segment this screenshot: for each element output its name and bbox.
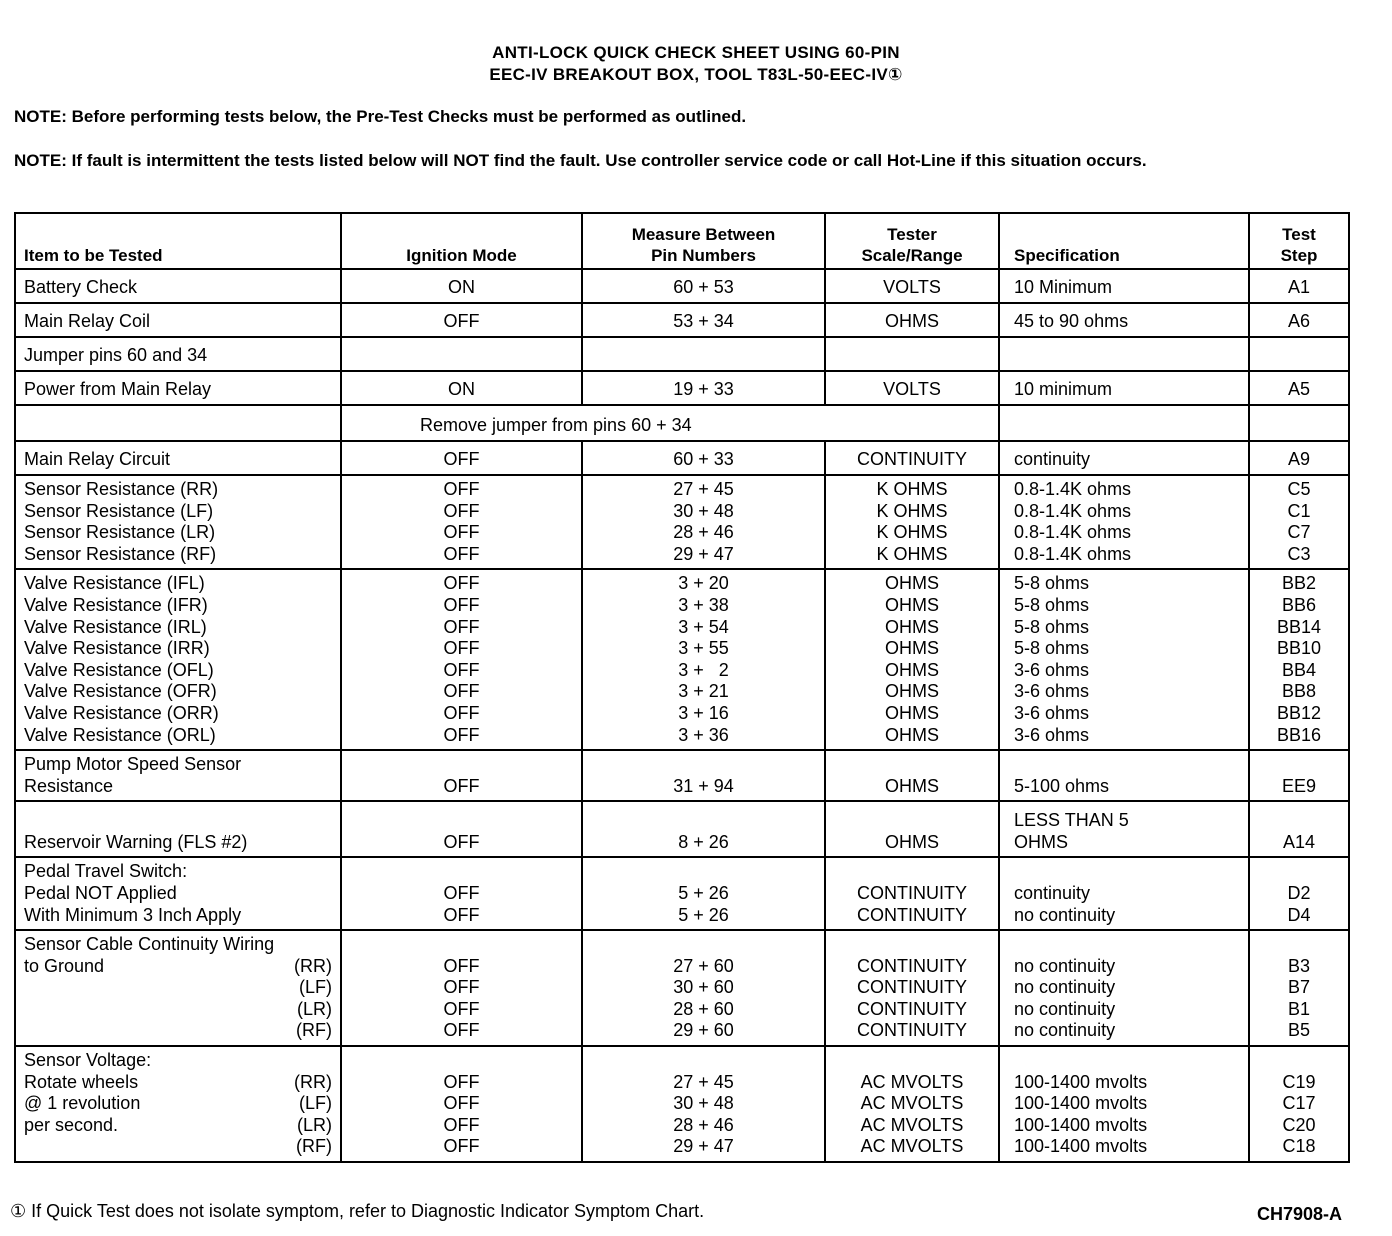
spec-line: 0.8-1.4K ohms <box>1014 500 1132 521</box>
spec-line: no continuity <box>1014 955 1116 976</box>
scale-cell: OHMS <box>825 801 999 857</box>
scale-line: K OHMS <box>876 543 948 564</box>
item-line: Valve Resistance (OFR) <box>24 681 217 702</box>
pins-line: 5 + 26 <box>678 882 729 903</box>
spec-line: LESS THAN 5 <box>1014 810 1129 831</box>
spec-line: 5-8 ohms <box>1014 638 1090 659</box>
mode-line: OFF <box>443 1020 480 1041</box>
pins-line: 30 + 48 <box>673 500 734 521</box>
item-line: Sensor Resistance (RF) <box>24 543 217 564</box>
step-cell <box>1249 475 1349 569</box>
mode-line: OFF <box>443 522 480 543</box>
scale-line: CONTINUITY <box>857 955 967 976</box>
pins-cell: 19 + 33 <box>582 371 825 405</box>
spec-line: 3-6 ohms <box>1014 724 1090 745</box>
scale-cell: VOLTS <box>825 269 999 303</box>
item-cell <box>15 857 341 930</box>
scale-cell: OHMS <box>825 750 999 801</box>
table-row <box>15 801 1349 857</box>
mode-line: OFF <box>443 500 480 521</box>
scale-line: CONTINUITY <box>857 1020 967 1041</box>
item-text: to Ground <box>24 955 105 976</box>
scale-line: AC MVOLTS <box>860 1136 964 1157</box>
item-line: Valve Resistance (ORL) <box>24 724 216 745</box>
pins-line: 28 + 46 <box>673 1114 734 1135</box>
header-pin-line-2: Pin Numbers <box>651 246 756 265</box>
header-pin-line-1: Measure Between <box>631 225 776 244</box>
item-cell: Main Relay Coil <box>15 303 341 337</box>
spec-line: continuity <box>1014 882 1091 903</box>
spec-cell: 45 to 90 ohms <box>999 303 1249 337</box>
pins-line: 3 + 36 <box>678 724 729 745</box>
spec-cell <box>999 569 1249 750</box>
mode-line: OFF <box>443 1093 480 1114</box>
jumper-removal-note: Remove jumper from pins 60 + 34 <box>341 405 999 441</box>
spec-line: 100-1400 mvolts <box>1014 1114 1148 1135</box>
pins-line: 3 + 2 <box>678 659 729 680</box>
header-row <box>15 213 1349 269</box>
mode-line: OFF <box>443 1136 480 1157</box>
pins-cell: 60 + 53 <box>582 269 825 303</box>
spec-line: 0.8-1.4K ohms <box>1014 522 1132 543</box>
mode-line: OFF <box>443 1114 480 1135</box>
sheet-title <box>0 42 1392 86</box>
item-line: Pump Motor Speed Sensor <box>24 754 242 775</box>
wheel-label: (RF) <box>296 1020 332 1041</box>
mode-cell: OFF <box>341 801 582 857</box>
spec-cell <box>999 801 1249 857</box>
step-line: C5 <box>1287 479 1311 499</box>
pins-line: 29 + 47 <box>673 543 734 564</box>
pins-line: 3 + 54 <box>678 616 729 637</box>
step-cell: A5 <box>1249 371 1349 405</box>
spec-line: no continuity <box>1014 1020 1116 1041</box>
header-ignition-mode: Ignition Mode <box>341 213 582 269</box>
step-line: C18 <box>1282 1136 1316 1157</box>
wheel-label: (LR) <box>297 998 332 1019</box>
table-row <box>15 303 1349 337</box>
pins-cell <box>582 569 825 750</box>
mode-cell <box>341 475 582 569</box>
spec-line: 3-6 ohms <box>1014 659 1090 680</box>
spec-line: 0.8-1.4K ohms <box>1014 543 1132 564</box>
item-line: Sensor Resistance (RR) <box>24 479 219 499</box>
pins-line: 29 + 60 <box>673 1020 734 1041</box>
table-row <box>15 857 1349 930</box>
step-cell <box>1249 857 1349 930</box>
step-cell: EE9 <box>1249 750 1349 801</box>
spec-line: no continuity <box>1014 904 1116 925</box>
wheel-label: (RR) <box>294 955 332 976</box>
table-row <box>15 569 1349 750</box>
item-cell: Reservoir Warning (FLS #2) <box>15 801 341 857</box>
pins-cell <box>582 337 825 371</box>
spec-cell: 5-100 ohms <box>999 750 1249 801</box>
item-text: per second. <box>24 1114 119 1135</box>
mode-cell: ON <box>341 269 582 303</box>
scale-cell: OHMS <box>825 303 999 337</box>
wheel-label: (LF) <box>299 977 332 998</box>
spec-cell <box>999 337 1249 371</box>
item-cell: Power from Main Relay <box>15 371 341 405</box>
spec-line: 5-8 ohms <box>1014 594 1090 615</box>
mode-cell <box>341 857 582 930</box>
mode-line: OFF <box>443 543 480 564</box>
note-pretest: NOTE: Before performing tests below, the Pre-Test Checks must be performed as outlined. <box>14 107 747 126</box>
header-pin-numbers <box>582 213 825 269</box>
item-line: Pedal NOT Applied <box>24 882 177 903</box>
item-line: Valve Resistance (IRL) <box>24 616 207 637</box>
pins-line: 29 + 47 <box>673 1136 734 1157</box>
step-cell: A9 <box>1249 441 1349 475</box>
item-line: Sensor Resistance (LR) <box>24 522 216 543</box>
mode-line: OFF <box>443 479 480 499</box>
item-line: Sensor Resistance (LF) <box>24 500 214 521</box>
scale-cell <box>825 930 999 1046</box>
mode-line: OFF <box>443 681 480 702</box>
item-line <box>24 999 332 1021</box>
table-row <box>15 269 1349 303</box>
step-line: C20 <box>1282 1114 1316 1135</box>
mode-line: OFF <box>443 882 480 903</box>
wheel-label: (RF) <box>296 1136 332 1157</box>
item-cell <box>15 750 341 801</box>
table-row <box>15 750 1349 801</box>
item-line: Pedal Travel Switch: <box>24 861 188 882</box>
item-line: Resistance <box>24 775 114 796</box>
item-cell <box>15 930 341 1046</box>
scale-cell <box>825 1046 999 1162</box>
step-line: B7 <box>1287 977 1311 998</box>
item-line: Valve Resistance (OFL) <box>24 659 214 680</box>
step-cell <box>1249 1046 1349 1162</box>
spec-cell: 10 Minimum <box>999 269 1249 303</box>
header-test-step <box>1249 213 1349 269</box>
mode-cell: ON <box>341 371 582 405</box>
pins-line: 3 + 55 <box>678 638 729 659</box>
step-line: C17 <box>1282 1093 1316 1114</box>
step-line: C19 <box>1282 1071 1316 1092</box>
step-cell <box>1249 930 1349 1046</box>
table-row <box>15 475 1349 569</box>
mode-line: OFF <box>443 955 480 976</box>
step-line: B5 <box>1287 1020 1311 1041</box>
pins-cell <box>582 857 825 930</box>
table-row <box>15 405 1349 441</box>
mode-cell: OFF <box>341 750 582 801</box>
step-line: D4 <box>1287 904 1311 925</box>
wheel-label: (LF) <box>299 1093 332 1114</box>
spec-line: 3-6 ohms <box>1014 702 1090 723</box>
spec-cell: continuity <box>999 441 1249 475</box>
figure-code: CH7908-A <box>1256 1204 1342 1224</box>
scale-cell: VOLTS <box>825 371 999 405</box>
scale-line: OHMS <box>885 594 939 615</box>
item-cell: Jumper pins 60 and 34 <box>15 337 341 371</box>
table-row <box>15 337 1349 371</box>
spec-line: 100-1400 mvolts <box>1014 1093 1148 1114</box>
pins-cell <box>582 930 825 1046</box>
pins-line: 3 + 38 <box>678 594 729 615</box>
header-scale-line-2: Scale/Range <box>861 246 963 265</box>
table-row <box>15 930 1349 1046</box>
table-row <box>15 371 1349 405</box>
mode-cell: OFF <box>341 441 582 475</box>
item-line <box>24 956 332 978</box>
step-line: B1 <box>1287 998 1311 1019</box>
step-cell: A1 <box>1249 269 1349 303</box>
step-cell <box>1249 569 1349 750</box>
spec-cell <box>999 857 1249 930</box>
scale-line: CONTINUITY <box>857 977 967 998</box>
item-line <box>24 1115 332 1137</box>
spec-line: 100-1400 mvolts <box>1014 1136 1148 1157</box>
item-line <box>24 977 332 999</box>
step-cell: A14 <box>1249 801 1349 857</box>
item-text: Rotate wheels <box>24 1071 139 1092</box>
item-cell <box>15 569 341 750</box>
header-item: Item to be Tested <box>15 213 341 269</box>
step-line: BB12 <box>1276 702 1322 723</box>
header-scale-line-1: Tester <box>887 225 937 244</box>
pins-cell: 31 + 94 <box>582 750 825 801</box>
scale-line: AC MVOLTS <box>860 1093 964 1114</box>
step-line: B3 <box>1287 955 1311 976</box>
item-line: Valve Resistance (IFR) <box>24 594 208 615</box>
mode-line: OFF <box>443 702 480 723</box>
pins-cell: 60 + 33 <box>582 441 825 475</box>
spec-line: 100-1400 mvolts <box>1014 1071 1148 1092</box>
item-line <box>24 1072 332 1094</box>
pins-line: 30 + 60 <box>673 977 734 998</box>
pins-cell: 8 + 26 <box>582 801 825 857</box>
item-line <box>24 1093 332 1115</box>
pins-line: 30 + 48 <box>673 1093 734 1114</box>
scale-line: OHMS <box>885 724 939 745</box>
mode-line: OFF <box>443 904 480 925</box>
step-line: BB2 <box>1281 573 1317 594</box>
item-cell: Main Relay Circuit <box>15 441 341 475</box>
pins-line: 28 + 60 <box>673 998 734 1019</box>
mode-line: OFF <box>443 594 480 615</box>
mode-line: OFF <box>443 573 480 594</box>
scale-line: OHMS <box>885 659 939 680</box>
step-line: BB14 <box>1276 616 1322 637</box>
step-cell <box>1249 405 1349 441</box>
step-cell <box>1249 337 1349 371</box>
table-row <box>15 1046 1349 1162</box>
note-intermittent: NOTE: If fault is intermittent the tests listed below will NOT find the fault. Use controller service code or call Hot-Line if this situation occurs. <box>14 151 1147 170</box>
scale-cell <box>825 475 999 569</box>
item-cell <box>15 1046 341 1162</box>
pins-line: 3 + 16 <box>678 702 729 723</box>
item-text: @ 1 revolution <box>24 1093 141 1114</box>
spec-line: no continuity <box>1014 998 1116 1019</box>
mode-cell: OFF <box>341 303 582 337</box>
scale-line: OHMS <box>885 681 939 702</box>
step-line: BB10 <box>1276 638 1322 659</box>
step-line: BB16 <box>1276 724 1322 745</box>
mode-line: OFF <box>443 638 480 659</box>
step-cell: A6 <box>1249 303 1349 337</box>
pins-line: 27 + 45 <box>673 1071 734 1092</box>
mode-cell <box>341 337 582 371</box>
scale-line: K OHMS <box>876 479 948 499</box>
scale-line: OHMS <box>885 638 939 659</box>
mode-line: OFF <box>443 1071 480 1092</box>
scale-line: CONTINUITY <box>857 904 967 925</box>
spec-cell <box>999 930 1249 1046</box>
pins-cell <box>582 475 825 569</box>
scale-line: CONTINUITY <box>857 882 967 903</box>
pins-line: 3 + 20 <box>678 573 729 594</box>
item-line <box>24 1020 332 1042</box>
spec-line: 0.8-1.4K ohms <box>1014 479 1132 499</box>
wheel-label: (LR) <box>297 1114 332 1135</box>
item-cell: Battery Check <box>15 269 341 303</box>
item-line: Valve Resistance (ORR) <box>24 702 219 723</box>
scale-cell <box>825 337 999 371</box>
pins-line: 28 + 46 <box>673 522 734 543</box>
scale-line: OHMS <box>885 573 939 594</box>
header-step-line-1: Test <box>1282 225 1316 244</box>
step-line: BB6 <box>1281 594 1317 615</box>
pins-line: 27 + 60 <box>673 955 734 976</box>
item-cell <box>15 405 341 441</box>
scale-cell: CONTINUITY <box>825 441 999 475</box>
scale-line: K OHMS <box>876 522 948 543</box>
spec-line: 5-8 ohms <box>1014 573 1090 594</box>
table-row <box>15 441 1349 475</box>
mode-line: OFF <box>443 977 480 998</box>
item-cell <box>15 475 341 569</box>
header-tester-scale <box>825 213 999 269</box>
wheel-label: (RR) <box>294 1071 332 1092</box>
spec-cell <box>999 1046 1249 1162</box>
scale-cell <box>825 569 999 750</box>
mode-line: OFF <box>443 616 480 637</box>
footnote: ① If Quick Test does not isolate symptom, refer to Diagnostic Indicator Symptom Chart. <box>10 1201 705 1221</box>
mode-cell <box>341 569 582 750</box>
scale-line: AC MVOLTS <box>860 1114 964 1135</box>
item-line: Valve Resistance (IFL) <box>24 573 205 594</box>
scale-line: OHMS <box>885 616 939 637</box>
spec-cell <box>999 405 1249 441</box>
spec-cell: 10 minimum <box>999 371 1249 405</box>
step-line: BB4 <box>1281 659 1317 680</box>
pins-line: 3 + 21 <box>678 681 729 702</box>
item-line: Sensor Voltage: <box>24 1050 152 1071</box>
spec-line: OHMS <box>1014 831 1068 852</box>
step-line: C1 <box>1287 500 1311 521</box>
mode-line: OFF <box>443 998 480 1019</box>
item-line <box>24 1136 332 1158</box>
title-line-2: EEC-IV BREAKOUT BOX, TOOL T83L-50-EEC-IV① <box>489 65 903 84</box>
mode-line: OFF <box>443 724 480 745</box>
header-step-line-2: Step <box>1280 246 1318 265</box>
pins-line: 5 + 26 <box>678 904 729 925</box>
scale-line: CONTINUITY <box>857 998 967 1019</box>
step-line: C7 <box>1287 522 1311 543</box>
step-line: BB8 <box>1281 681 1317 702</box>
quick-check-table <box>14 212 1350 1163</box>
scale-line: OHMS <box>885 702 939 723</box>
step-line: C3 <box>1287 543 1311 564</box>
mode-line: OFF <box>443 659 480 680</box>
spec-cell <box>999 475 1249 569</box>
step-line: D2 <box>1287 882 1311 903</box>
pins-line: 27 + 45 <box>673 479 734 499</box>
spec-line: 3-6 ohms <box>1014 681 1090 702</box>
pins-cell: 53 + 34 <box>582 303 825 337</box>
mode-cell <box>341 930 582 1046</box>
title-line-1: ANTI-LOCK QUICK CHECK SHEET USING 60-PIN <box>492 43 900 62</box>
item-line: Valve Resistance (IRR) <box>24 638 210 659</box>
scale-line: AC MVOLTS <box>860 1071 964 1092</box>
header-specification: Specification <box>999 213 1249 269</box>
mode-cell <box>341 1046 582 1162</box>
spec-line: 5-8 ohms <box>1014 616 1090 637</box>
item-line: With Minimum 3 Inch Apply <box>24 904 242 925</box>
scale-cell <box>825 857 999 930</box>
spec-line: no continuity <box>1014 977 1116 998</box>
scale-line: K OHMS <box>876 500 948 521</box>
item-line: Sensor Cable Continuity Wiring <box>24 934 275 955</box>
pins-cell <box>582 1046 825 1162</box>
